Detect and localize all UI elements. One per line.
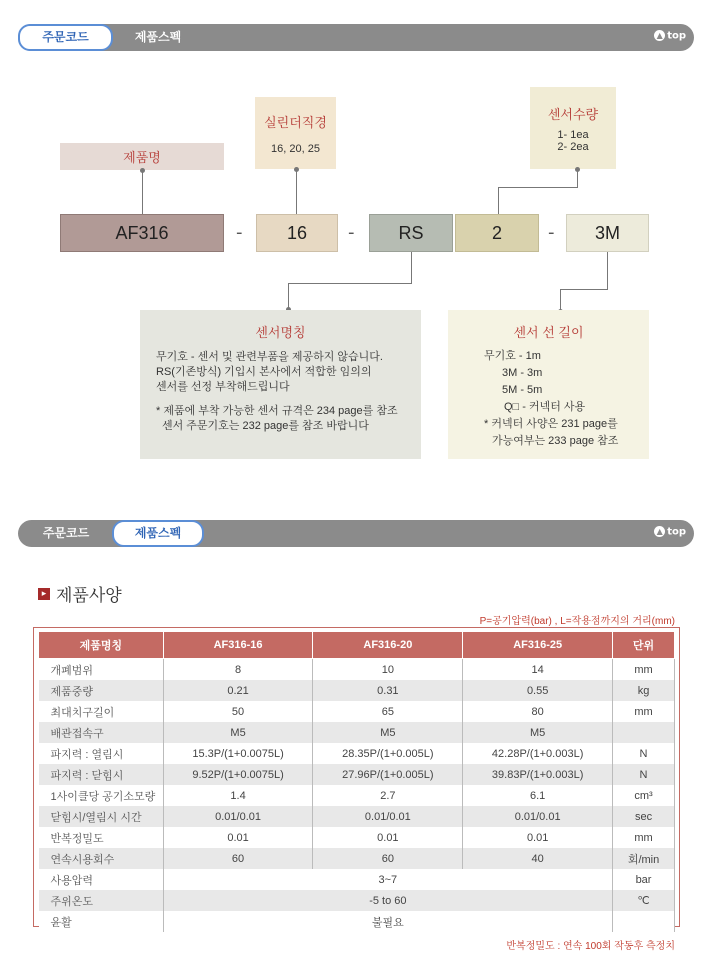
table-cell: 40 bbox=[463, 848, 613, 869]
tab-order-code[interactable]: 주문코드 bbox=[42, 526, 90, 540]
product-name-label: 제품명 bbox=[60, 143, 224, 170]
section-bullet-icon: ▸ bbox=[38, 588, 50, 600]
header-cell: 단위 bbox=[613, 632, 675, 659]
sensor-name-panel bbox=[140, 310, 421, 459]
table-header-row bbox=[39, 632, 675, 659]
table-cell: 65 bbox=[313, 701, 463, 722]
top-tab-bar bbox=[18, 24, 694, 51]
table-cell bbox=[613, 722, 675, 743]
table-cell: 15.3P/(1+0.0075L) bbox=[163, 743, 313, 764]
table-cell: 8 bbox=[163, 659, 313, 681]
sensor-length-line: 무기호 - 1m bbox=[484, 350, 541, 362]
table-cell: 6.1 bbox=[463, 785, 613, 806]
table-row bbox=[39, 680, 675, 701]
sensor-name-title: 센서명칭 bbox=[255, 325, 306, 340]
table-row bbox=[39, 764, 675, 785]
table-row bbox=[39, 806, 675, 827]
table-cell: 27.96P/(1+0.005L) bbox=[313, 764, 463, 785]
table-cell: 0.01 bbox=[463, 827, 613, 848]
sensor-qty-2: 2- 2ea bbox=[557, 140, 589, 153]
tab-order-code[interactable]: 주문코드 bbox=[18, 24, 113, 51]
table-cell: 42.28P/(1+0.003L) bbox=[463, 743, 613, 764]
table-cell: 0.01/0.01 bbox=[313, 806, 463, 827]
sensor-name-line: RS(기존방식) 기입시 본사에서 적합한 임의의 bbox=[156, 366, 372, 378]
table-cell: 0.01 bbox=[313, 827, 463, 848]
table-row bbox=[39, 890, 675, 911]
table-cell: 28.35P/(1+0.005L) bbox=[313, 743, 463, 764]
top-button[interactable]: ▲ top bbox=[654, 30, 686, 42]
table-row bbox=[39, 911, 675, 932]
row-label: 파지력 : 닫힘시 bbox=[39, 764, 164, 785]
table-cell: 회/min bbox=[613, 848, 675, 869]
header-cell: AF316-25 bbox=[463, 632, 613, 659]
header-cell: AF316-16 bbox=[163, 632, 313, 659]
table-cell: 60 bbox=[163, 848, 313, 869]
sensor-name-note: 센서 주문기호는 232 page를 참조 바랍니다 bbox=[162, 420, 369, 432]
code-box-length: 3M bbox=[566, 214, 649, 252]
section-title: 제품사양 bbox=[56, 586, 122, 605]
spec-note: P=공기압력(bar) , L=작용점까지의 거리(mm) bbox=[479, 616, 675, 627]
table-row bbox=[39, 869, 675, 890]
code-box-sensor: RS bbox=[369, 214, 453, 252]
spec-footnote: 반복정밀도 : 연속 100회 작동후 측정치 bbox=[506, 941, 675, 952]
sensor-length-line: 3M - 3m bbox=[502, 367, 543, 379]
table-cell: 10 bbox=[313, 659, 463, 681]
top-button[interactable]: ▲ top bbox=[654, 526, 686, 538]
table-cell: 60 bbox=[313, 848, 463, 869]
table-cell: 50 bbox=[163, 701, 313, 722]
table-cell bbox=[613, 911, 675, 932]
sensor-length-note: 가능여부는 233 page 참조 bbox=[492, 435, 619, 447]
header-cell: AF316-20 bbox=[313, 632, 463, 659]
table-row bbox=[39, 722, 675, 743]
table-cell: mm bbox=[613, 701, 675, 722]
table-row bbox=[39, 827, 675, 848]
row-label: 배관접속구 bbox=[39, 722, 164, 743]
table-cell: mm bbox=[613, 827, 675, 848]
table-row bbox=[39, 659, 675, 681]
table-cell: sec bbox=[613, 806, 675, 827]
table-cell: mm bbox=[613, 659, 675, 681]
table-cell: 0.01/0.01 bbox=[463, 806, 613, 827]
sensor-name-line: 무기호 - 센서 및 관련부품을 제공하지 않습니다. bbox=[156, 351, 383, 363]
table-cell: M5 bbox=[463, 722, 613, 743]
row-label: 1사이클당 공기소모량 bbox=[39, 785, 164, 806]
table-cell: 80 bbox=[463, 701, 613, 722]
spec-table bbox=[38, 631, 675, 932]
tab-spec[interactable]: 제품스펙 bbox=[112, 520, 204, 547]
table-cell: 0.01 bbox=[163, 827, 313, 848]
table-row bbox=[39, 848, 675, 869]
sensor-qty-box bbox=[530, 87, 616, 169]
header-cell: 제품명칭 bbox=[39, 632, 164, 659]
sensor-qty-label: 센서수량 bbox=[547, 106, 599, 122]
row-label: 연속시용회수 bbox=[39, 848, 164, 869]
table-cell: 0.31 bbox=[313, 680, 463, 701]
table-cell: 9.52P/(1+0.0075L) bbox=[163, 764, 313, 785]
row-label: 개폐범위 bbox=[39, 659, 164, 681]
table-cell: 2.7 bbox=[313, 785, 463, 806]
bore-box bbox=[255, 97, 336, 169]
bore-values: 16, 20, 25 bbox=[271, 142, 320, 155]
sensor-length-line: Q□ - 커넥터 사용 bbox=[504, 401, 586, 413]
code-box-qty: 2 bbox=[455, 214, 539, 252]
tab-spec[interactable]: 제품스펙 bbox=[134, 30, 182, 44]
table-cell: 3~7 bbox=[163, 869, 612, 890]
row-label: 최대치구길이 bbox=[39, 701, 164, 722]
table-row bbox=[39, 743, 675, 764]
table-cell: cm³ bbox=[613, 785, 675, 806]
table-cell: N bbox=[613, 743, 675, 764]
sensor-qty-1: 1- 1ea bbox=[557, 128, 589, 141]
sensor-length-title: 센서 선 길이 bbox=[513, 325, 584, 340]
table-cell: 불필요 bbox=[163, 911, 612, 932]
sensor-length-panel bbox=[448, 310, 649, 459]
table-cell: kg bbox=[613, 680, 675, 701]
table-row bbox=[39, 785, 675, 806]
bottom-tab-bar bbox=[18, 520, 694, 547]
table-cell: 0.21 bbox=[163, 680, 313, 701]
row-label: 사용압력 bbox=[39, 869, 164, 890]
sensor-name-line: 센서를 선정 부착해드립니다 bbox=[156, 381, 290, 393]
table-cell: M5 bbox=[313, 722, 463, 743]
table-cell: M5 bbox=[163, 722, 313, 743]
table-cell: bar bbox=[613, 869, 675, 890]
table-cell: ℃ bbox=[613, 890, 675, 911]
row-label: 닫힘시/열림시 시간 bbox=[39, 806, 164, 827]
bore-label: 실린더직경 bbox=[264, 114, 327, 130]
row-label: 반복정밀도 bbox=[39, 827, 164, 848]
table-cell: 14 bbox=[463, 659, 613, 681]
table-cell: 39.83P/(1+0.003L) bbox=[463, 764, 613, 785]
chevron-up-icon: ▲ bbox=[654, 526, 665, 537]
code-box-bore: 16 bbox=[256, 214, 338, 252]
row-label: 제품중량 bbox=[39, 680, 164, 701]
table-cell: N bbox=[613, 764, 675, 785]
sensor-name-note: * 제품에 부착 가능한 센서 규격은 234 page를 참조 bbox=[156, 405, 398, 417]
row-label: 파지력 : 열림시 bbox=[39, 743, 164, 764]
row-label: 윤활 bbox=[39, 911, 164, 932]
sensor-length-note: * 커넥터 사양은 231 page를 bbox=[484, 418, 618, 430]
code-box-model: AF316 bbox=[60, 214, 224, 252]
chevron-up-icon: ▲ bbox=[654, 30, 665, 41]
table-cell: -5 to 60 bbox=[163, 890, 612, 911]
table-cell: 1.4 bbox=[163, 785, 313, 806]
table-cell: 0.01/0.01 bbox=[163, 806, 313, 827]
row-label: 주위온도 bbox=[39, 890, 164, 911]
table-row bbox=[39, 701, 675, 722]
sensor-length-line: 5M - 5m bbox=[502, 384, 543, 396]
table-cell: 0.55 bbox=[463, 680, 613, 701]
spec-section-header bbox=[38, 581, 122, 606]
